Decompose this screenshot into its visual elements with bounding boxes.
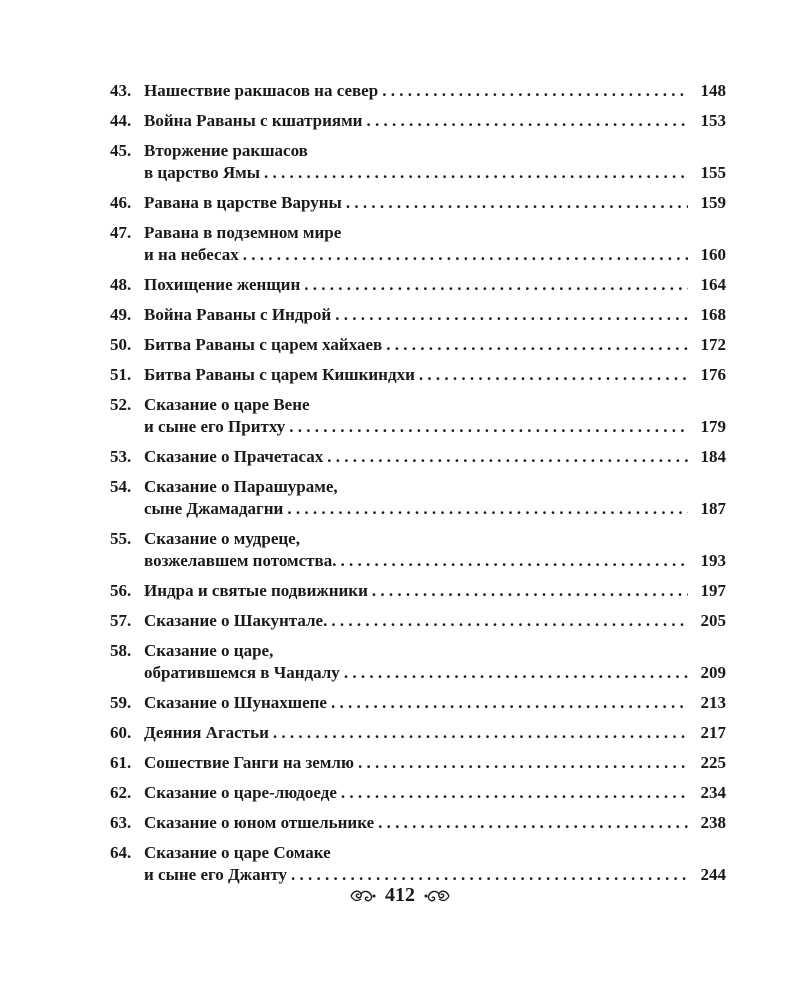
toc-entry	[110, 722, 726, 744]
toc-entry	[110, 528, 726, 572]
dot-leader	[372, 580, 688, 602]
toc-entry	[110, 304, 726, 326]
toc-entry-number: 54.	[110, 477, 132, 496]
toc-entry-number: 61.	[110, 753, 132, 772]
dot-leader	[344, 662, 688, 684]
toc-entry	[110, 334, 726, 356]
toc-entry-number: 55.	[110, 529, 132, 548]
toc-entry-line	[110, 416, 726, 438]
table-of-contents	[110, 80, 726, 894]
dot-leader	[382, 80, 688, 102]
toc-entry-line	[110, 550, 726, 572]
dot-leader	[335, 304, 688, 326]
toc-entry-number: 44.	[110, 111, 132, 130]
toc-entry-title: Сказание о Шакунтале.	[144, 611, 328, 630]
toc-entry-title: и сыне его Джанту	[144, 865, 287, 884]
toc-entry-page: 244	[700, 865, 726, 884]
toc-entry-title: Равана в подземном мире	[144, 223, 342, 242]
toc-entry-line	[110, 192, 726, 214]
dot-leader	[331, 692, 688, 714]
toc-entry-line	[110, 334, 726, 356]
toc-entry-number: 59.	[110, 693, 132, 712]
toc-entry-number: 51.	[110, 365, 132, 384]
toc-entry-number: 58.	[110, 641, 132, 660]
toc-entry-line	[110, 274, 726, 296]
page-number: 412	[385, 884, 415, 906]
toc-entry-number: 53.	[110, 447, 132, 466]
toc-entry-page: 209	[700, 663, 726, 682]
toc-entry-title: обратившемся в Чандалу	[144, 663, 340, 682]
toc-entry-title: Сказание о царе-людоеде	[144, 783, 337, 802]
toc-entry-number: 45.	[110, 141, 132, 160]
dot-leader	[341, 782, 688, 804]
toc-entry-title: Сказание о Шунахшепе	[144, 693, 327, 712]
dot-leader	[366, 110, 688, 132]
toc-entry-title: Сказание о царе,	[144, 641, 274, 660]
toc-entry-line	[110, 498, 726, 520]
dot-leader	[340, 550, 688, 572]
toc-entry-title: возжелавшем потомства.	[144, 551, 337, 570]
toc-entry-line	[110, 864, 726, 886]
toc-entry-number: 57.	[110, 611, 132, 630]
ornament-right-icon	[423, 888, 451, 904]
toc-entry-title: Война Раваны с Индрой	[144, 305, 332, 324]
dot-leader	[386, 334, 688, 356]
toc-entry-page: 172	[700, 335, 726, 354]
toc-entry-title: и на небесах	[144, 245, 239, 264]
toc-entry-line	[110, 842, 726, 864]
dot-leader	[378, 812, 688, 834]
dot-leader	[243, 244, 688, 266]
dot-leader	[264, 162, 688, 184]
toc-entry-title: Похищение женщин	[144, 275, 301, 294]
dot-leader	[289, 416, 688, 438]
toc-entry-line	[110, 812, 726, 834]
toc-entry	[110, 640, 726, 684]
toc-entry-number: 64.	[110, 843, 132, 862]
toc-entry-page: 187	[700, 499, 726, 518]
toc-entry	[110, 692, 726, 714]
toc-entry-number: 52.	[110, 395, 132, 414]
dot-leader	[291, 864, 688, 886]
toc-entry-line	[110, 722, 726, 744]
toc-entry	[110, 446, 726, 468]
toc-entry-page: 155	[700, 163, 726, 182]
toc-entry-page: 213	[700, 693, 726, 712]
toc-entry-title: Вторжение ракшасов	[144, 141, 308, 160]
toc-entry-title: Сказание о царе Сомаке	[144, 843, 331, 862]
toc-entry-title: Сказание о Прачетасах	[144, 447, 324, 466]
toc-entry	[110, 222, 726, 266]
toc-entry-page: 148	[700, 81, 726, 100]
dot-leader	[419, 364, 688, 386]
dot-leader	[358, 752, 688, 774]
toc-entry-page: 160	[700, 245, 726, 264]
toc-entry-line	[110, 752, 726, 774]
toc-entry-line	[110, 782, 726, 804]
toc-entry-page: 197	[700, 581, 726, 600]
toc-entry	[110, 110, 726, 132]
toc-entry-page: 238	[700, 813, 726, 832]
toc-entry-line	[110, 80, 726, 102]
toc-entry-page: 184	[700, 447, 726, 466]
toc-entry-page: 153	[700, 111, 726, 130]
toc-entry-line	[110, 244, 726, 266]
toc-entry-line	[110, 140, 726, 162]
toc-entry	[110, 274, 726, 296]
toc-entry-number: 46.	[110, 193, 132, 212]
toc-entry-page: 205	[700, 611, 726, 630]
toc-entry-number: 48.	[110, 275, 132, 294]
toc-entry	[110, 476, 726, 520]
toc-entry	[110, 782, 726, 804]
toc-entry-line	[110, 162, 726, 184]
toc-entry-line	[110, 610, 726, 632]
toc-entry-number: 49.	[110, 305, 132, 324]
toc-entry-line	[110, 446, 726, 468]
toc-entry-title: Сказание о юном отшельнике	[144, 813, 375, 832]
toc-entry-line	[110, 692, 726, 714]
toc-entry	[110, 842, 726, 886]
toc-entry-title: Сошествие Ганги на землю	[144, 753, 354, 772]
toc-entry-number: 47.	[110, 223, 132, 242]
toc-entry-title: Битва Раваны с царем хайхаев	[144, 335, 383, 354]
toc-entry-line	[110, 394, 726, 416]
toc-entry-title: Сказание о Парашураме,	[144, 477, 338, 496]
ornament-left-icon	[349, 888, 377, 904]
toc-entry-page: 159	[700, 193, 726, 212]
toc-entry-title: Равана в царстве Варуны	[144, 193, 342, 212]
toc-entry-page: 193	[700, 551, 726, 570]
toc-entry-title: Война Раваны с кшатриями	[144, 111, 363, 130]
toc-entry-number: 43.	[110, 81, 132, 100]
toc-entry-title: Индра и святые подвижники	[144, 581, 368, 600]
toc-entry-number: 60.	[110, 723, 132, 742]
dot-leader	[304, 274, 688, 296]
toc-entry-title: в царство Ямы	[144, 163, 261, 182]
toc-entry-page: 164	[700, 275, 726, 294]
toc-entry-line	[110, 364, 726, 386]
toc-entry	[110, 812, 726, 834]
dot-leader	[346, 192, 688, 214]
page-footer	[0, 884, 800, 907]
toc-entry-title: Деяния Агастьи	[144, 723, 269, 742]
toc-entry	[110, 752, 726, 774]
toc-entry-title: Сказание о мудреце,	[144, 529, 300, 548]
dot-leader	[331, 610, 688, 632]
toc-entry-title: Сказание о царе Вене	[144, 395, 310, 414]
toc-entry-line	[110, 222, 726, 244]
toc-entry-line	[110, 476, 726, 498]
toc-entry-number: 63.	[110, 813, 132, 832]
toc-entry	[110, 192, 726, 214]
dot-leader	[287, 498, 688, 520]
toc-entry-page: 176	[700, 365, 726, 384]
toc-entry	[110, 140, 726, 184]
toc-entry-page: 225	[700, 753, 726, 772]
toc-entry-title: Нашествие ракшасов на север	[144, 81, 379, 100]
dot-leader	[327, 446, 688, 468]
toc-entry-page: 179	[700, 417, 726, 436]
toc-entry-line	[110, 580, 726, 602]
toc-entry	[110, 364, 726, 386]
toc-entry-title: сыне Джамадагни	[144, 499, 284, 518]
toc-entry-line	[110, 662, 726, 684]
toc-entry-page: 168	[700, 305, 726, 324]
toc-entry-title: Битва Раваны с царем Кишкиндхи	[144, 365, 415, 384]
toc-entry	[110, 610, 726, 632]
toc-entry-line	[110, 304, 726, 326]
toc-entry-line	[110, 640, 726, 662]
toc-entry-number: 56.	[110, 581, 132, 600]
toc-entry-line	[110, 528, 726, 550]
dot-leader	[273, 722, 688, 744]
toc-entry	[110, 580, 726, 602]
toc-entry-page: 217	[700, 723, 726, 742]
toc-entry-line	[110, 110, 726, 132]
toc-entry	[110, 394, 726, 438]
toc-entry-number: 62.	[110, 783, 132, 802]
toc-entry-number: 50.	[110, 335, 132, 354]
toc-entry-title: и сыне его Притху	[144, 417, 286, 436]
toc-entry-page: 234	[700, 783, 726, 802]
toc-entry	[110, 80, 726, 102]
